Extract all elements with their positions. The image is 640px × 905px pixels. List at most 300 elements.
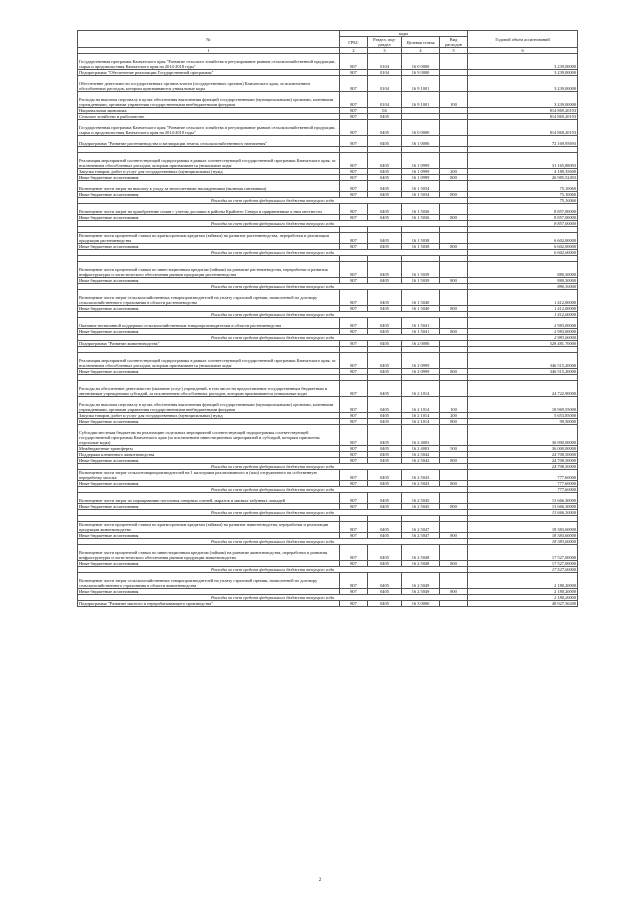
row-name: Расходы на выплаты персоналу в целях обеспечения выполнения функций государственными (муниципальными) органами, казенными учреждениями, органами управления государственными внебюджетными фондами — [78, 397, 340, 413]
row-sum: 8 857,00000 — [468, 204, 578, 215]
table-row — [78, 181, 578, 192]
row-csr: 16 2 0000 — [402, 341, 440, 347]
header-vr: Вид расходов — [440, 37, 468, 48]
row-grbs: 807 — [340, 76, 368, 92]
row-grbs: 807 — [340, 92, 368, 108]
federal-funds-amount: 18 383,60000 — [468, 539, 578, 545]
row-sum: 24 722,90000 — [468, 381, 578, 397]
row-name: Возмещение части затрат на выплату к уходу за многолетними насаждениями (включая питомники) — [78, 181, 340, 192]
row-sum: 880,30000 — [468, 278, 578, 284]
row-csr: 16 2 1014 — [402, 419, 440, 425]
row-sum: 528 481,70000 — [468, 341, 578, 347]
row-csr: 16 1 5040 — [402, 306, 440, 312]
row-name: Возмещение части затрат сельхозтоваропроизводителей на 1 килограмм реализованного и (или) отгруженного на собственную переработку молока — [78, 470, 340, 481]
row-vr — [440, 290, 468, 306]
row-csr: 16 1 5036 — [402, 215, 440, 221]
row-grbs: 807 — [340, 522, 368, 533]
row-sum: 814 869,20193 — [468, 114, 578, 120]
row-razdel: 0104 — [368, 54, 402, 70]
row-razdel: 0405 — [368, 341, 402, 347]
row-sum: 17 527,00000 — [468, 545, 578, 561]
row-csr: 16 1 5040 — [402, 290, 440, 306]
table-row — [78, 120, 578, 136]
row-razdel: 0405 — [368, 601, 402, 607]
row-sum: 2 983,00000 — [468, 318, 578, 329]
header-index: 6 — [468, 48, 578, 54]
table-row — [78, 397, 578, 413]
row-razdel: 0405 — [368, 353, 402, 369]
table-row — [78, 76, 578, 92]
row-vr: 800 — [440, 561, 468, 567]
row-razdel: 0405 — [368, 397, 402, 413]
row-razdel: 0405 — [368, 470, 402, 481]
row-sum: 4 180,35600 — [468, 169, 578, 175]
row-name: Иные бюджетные ассигнования — [78, 215, 340, 221]
table-row — [78, 601, 578, 607]
row-vr — [440, 470, 468, 481]
row-razdel: 0405 — [368, 192, 402, 198]
row-vr: 800 — [440, 369, 468, 375]
row-vr — [440, 136, 468, 147]
row-grbs: 807 — [340, 175, 368, 181]
row-grbs: 807 — [340, 169, 368, 175]
row-grbs: 807 — [340, 589, 368, 595]
federal-funds-amount: 17 527,00000 — [468, 567, 578, 573]
row-vr: 800 — [440, 215, 468, 221]
federal-funds-note: Расходы за счет средств федерального бюджета текущего года — [78, 510, 468, 516]
row-razdel: 0405 — [368, 545, 402, 561]
row-vr — [440, 262, 468, 278]
table-row — [78, 381, 578, 397]
row-sum: 777,60000 — [468, 481, 578, 487]
row-csr: 16 1 5038 — [402, 244, 440, 250]
table-row — [78, 353, 578, 369]
row-sum: 6 602,00000 — [468, 233, 578, 244]
header-index: 4 — [402, 48, 440, 54]
row-name: Подпрограмма "Развитие растениеводства и мелиорации земель сельскохозяйственного назначения" — [78, 136, 340, 147]
row-csr: 16 1 5036 — [402, 204, 440, 215]
row-vr: 800 — [440, 458, 468, 464]
row-name: Закупка товаров, работ и услуг для государственных (муниципальных) нужд — [78, 413, 340, 419]
row-name: Обеспечение деятельности государственных органов власти (государственных органов) Камчатского края, за исключением обособленных расходов, которым присваиваются уникальные коды — [78, 76, 340, 92]
row-grbs: 807 — [340, 114, 368, 120]
row-vr — [440, 545, 468, 561]
header-index: 2 — [340, 48, 368, 54]
row-grbs: 807 — [340, 108, 368, 114]
header-index: 5 — [440, 48, 468, 54]
row-razdel: 0405 — [368, 381, 402, 397]
row-vr: 800 — [440, 533, 468, 539]
row-vr: 200 — [440, 413, 468, 419]
row-sum: 5 653,85000 — [468, 413, 578, 419]
row-csr: 16 2 5043 — [402, 481, 440, 487]
row-grbs: 807 — [340, 244, 368, 250]
table-header — [78, 31, 578, 54]
row-sum: 814 869,20193 — [468, 108, 578, 114]
row-grbs: 807 — [340, 481, 368, 487]
row-sum: 2 180,20000 — [468, 589, 578, 595]
row-vr — [440, 153, 468, 169]
federal-funds-amount: 75,10060 — [468, 198, 578, 204]
federal-funds-note: Расходы за счет средств федерального бюджета текущего года — [78, 284, 468, 290]
federal-funds-amount: 6 602,00000 — [468, 250, 578, 256]
row-sum: 1 412,00000 — [468, 290, 578, 306]
row-csr: 16 3 0000 — [402, 601, 440, 607]
header-codes: коды — [340, 31, 468, 37]
federal-funds-amount: 24 708,50000 — [468, 464, 578, 470]
row-sum: 3 239,00000 — [468, 76, 578, 92]
row-grbs: 807 — [340, 70, 368, 76]
federal-funds-amount: 777,60000 — [468, 487, 578, 493]
row-csr: 16 2 1014 — [402, 413, 440, 419]
row-grbs: 807 — [340, 397, 368, 413]
row-grbs: 807 — [340, 262, 368, 278]
federal-funds-amount: 2 983,00000 — [468, 335, 578, 341]
row-name: Возмещение части затрат сельскохозяйственных товаропроизводителей на уплату страховой премии, начисленной по договору сельскохозяйственного страхования в области животноводства — [78, 573, 340, 589]
table-row — [78, 204, 578, 215]
row-sum: 1 412,00000 — [468, 306, 578, 312]
row-grbs: 807 — [340, 381, 368, 397]
row-sum: 13 666,30000 — [468, 504, 578, 510]
row-razdel: 0104 — [368, 92, 402, 108]
row-sum: 48 927,36200 — [468, 601, 578, 607]
row-csr: 16 2 5049 — [402, 589, 440, 595]
row-grbs: 807 — [340, 458, 368, 464]
row-vr — [440, 181, 468, 192]
table-row — [78, 493, 578, 504]
row-razdel: 0405 — [368, 481, 402, 487]
row-name: Поддержка племенного животноводства — [78, 452, 340, 458]
row-csr: 16 2 5047 — [402, 533, 440, 539]
row-name: Национальная экономика — [78, 108, 340, 114]
row-name: Иные бюджетные ассигнования — [78, 481, 340, 487]
row-razdel: 0405 — [368, 504, 402, 510]
row-csr: 16 2 4003 — [402, 446, 440, 452]
row-vr: 800 — [440, 589, 468, 595]
row-csr: 16 2 5045 — [402, 493, 440, 504]
table-row — [78, 318, 578, 329]
row-sum: 75,10060 — [468, 192, 578, 198]
row-sum: 99,50000 — [468, 419, 578, 425]
row-razdel: 0405 — [368, 318, 402, 329]
row-grbs: 807 — [340, 452, 368, 458]
row-name: Возмещение части процентной ставки по краткосрочным кредитам (займам) на развитие растениеводства, переработки и реализации продукции растениеводства — [78, 233, 340, 244]
row-grbs: 807 — [340, 493, 368, 504]
row-sum: 13 666,30000 — [468, 493, 578, 504]
row-vr: 800 — [440, 504, 468, 510]
row-vr: 100 — [440, 397, 468, 413]
row-sum: 75,10060 — [468, 181, 578, 192]
row-csr: 16 1 5041 — [402, 318, 440, 329]
row-razdel: 0405 — [368, 136, 402, 147]
row-razdel: 0405 — [368, 458, 402, 464]
federal-funds-note: Расходы за счет средств федерального бюджета текущего года — [78, 539, 468, 545]
row-sum: 2 180,20000 — [468, 573, 578, 589]
row-name: Расходы на обеспечение деятельности (оказание услуг) учреждений, в том числе на предоставление государственным бюджетным и автономным учреждениям субсидий, за исключением обособленных расходов, которым присваиваются уникальные коды — [78, 381, 340, 397]
row-csr: 16 9 1001 — [402, 92, 440, 108]
federal-funds-amount: 1 412,00000 — [468, 312, 578, 318]
row-razdel: 0405 — [368, 169, 402, 175]
row-grbs: 807 — [340, 419, 368, 425]
row-vr: 800 — [440, 244, 468, 250]
federal-funds-amount: 880,30000 — [468, 284, 578, 290]
row-sum: 24 708,50000 — [468, 452, 578, 458]
row-csr: 16 1 0000 — [402, 136, 440, 147]
federal-funds-amount: 2 180,20000 — [468, 595, 578, 601]
row-csr: 16 2 5047 — [402, 522, 440, 533]
row-vr: 800 — [440, 278, 468, 284]
row-razdel: 0405 — [368, 419, 402, 425]
row-sum: 18 969,55000 — [468, 397, 578, 413]
row-name: Возмещение части процентной ставки по краткосрочным кредитам (займам) на развитие животноводства, переработки и реализации продукции животноводства — [78, 522, 340, 533]
row-csr: 16 2 5043 — [402, 470, 440, 481]
row-name: Иные бюджетные ассигнования — [78, 192, 340, 198]
row-grbs: 807 — [340, 54, 368, 70]
row-razdel: 0405 — [368, 446, 402, 452]
row-sum: 18 383,60000 — [468, 533, 578, 539]
row-name: Подпрограмма "Обеспечение реализации Государственной программы" — [78, 70, 340, 76]
row-name: Иные бюджетные ассигнования — [78, 504, 340, 510]
row-sum: 2 983,00000 — [468, 329, 578, 335]
header-sum: Годовой объем ассигнований — [468, 31, 578, 48]
row-sum: 36 000,00000 — [468, 425, 578, 446]
row-sum: 26 985,52493 — [468, 175, 578, 181]
row-vr — [440, 76, 468, 92]
row-razdel: 0104 — [368, 70, 402, 76]
row-razdel: 0405 — [368, 204, 402, 215]
row-razdel: 0405 — [368, 290, 402, 306]
row-grbs: 807 — [340, 215, 368, 221]
row-csr: 16 1 5038 — [402, 233, 440, 244]
row-sum: 17 527,00000 — [468, 561, 578, 567]
header-grbs: ГРБС — [340, 37, 368, 48]
row-name: Подпрограмма "Развитие мясного и перерабатывающего производства" — [78, 601, 340, 607]
federal-funds-note: Расходы за счет средств федерального бюджета текущего года — [78, 221, 468, 227]
table-row — [78, 470, 578, 481]
table-row — [78, 92, 578, 108]
row-name: Государственная программа Камчатского края "Развитие сельского хозяйства и регулирование рынков сельскохозяйственной продукции, сырья и продовольствия Камчатского края на 2014-2018 годы" — [78, 54, 340, 70]
row-grbs: 807 — [340, 601, 368, 607]
table-body — [78, 54, 578, 607]
row-name: Оказание несвязанной поддержки сельскохозяйственным товаропроизводителям в области растениеводства — [78, 318, 340, 329]
row-sum: 18 383,60000 — [468, 522, 578, 533]
budget-table — [77, 30, 578, 607]
row-grbs: 807 — [340, 318, 368, 329]
row-name: Возмещение части процентной ставки по инвестиционным кредитам (займам) на развитие растениеводства, переработки и развития инфраструктуры и логистического обеспечения рынков продукции растениеводства — [78, 262, 340, 278]
row-vr: 800 — [440, 192, 468, 198]
table-row — [78, 136, 578, 147]
row-sum: 346 515,20000 — [468, 369, 578, 375]
row-grbs: 807 — [340, 470, 368, 481]
row-name: Возмещение части затрат на приобретение семян с учетом доставки в районы Крайнего Севера и приравненные к ним местности — [78, 204, 340, 215]
row-sum: 777,60000 — [468, 470, 578, 481]
row-csr: 16 2 0999 — [402, 353, 440, 369]
row-grbs: 807 — [340, 369, 368, 375]
row-name: Сельское хозяйство и рыболовство — [78, 114, 340, 120]
row-sum: 24 708,50000 — [468, 458, 578, 464]
row-name: Иные бюджетные ассигнования — [78, 306, 340, 312]
row-csr: 16 9 1001 — [402, 76, 440, 92]
federal-funds-note: Расходы за счет средств федерального бюджета текущего года — [78, 198, 468, 204]
row-name: Подпрограмма "Развитие животноводства" — [78, 341, 340, 347]
row-csr: 16 9 0000 — [402, 70, 440, 76]
row-vr: 800 — [440, 175, 468, 181]
row-grbs: 807 — [340, 425, 368, 446]
row-csr: 16 1 5041 — [402, 329, 440, 335]
federal-funds-note: Расходы за счет средств федерального бюджета текущего года — [78, 464, 468, 470]
row-sum: 3 239,00000 — [468, 54, 578, 70]
row-vr — [440, 318, 468, 329]
row-csr: 16 2 5048 — [402, 545, 440, 561]
federal-funds-note: Расходы за счет средств федерального бюджета текущего года — [78, 567, 468, 573]
row-grbs: 807 — [340, 533, 368, 539]
header-razdel: Раздел, под-раздел — [368, 37, 402, 48]
row-csr: 16 1 0999 — [402, 175, 440, 181]
row-name: Иные бюджетные ассигнования — [78, 329, 340, 335]
row-sum: 31 165,88093 — [468, 153, 578, 169]
row-razdel: 0405 — [368, 493, 402, 504]
row-name: Субсидии местным бюджетам на реализацию отдельных мероприятий соответствующей подпрограммы соответствующей государственной программы Камчатского края (за исключением инвестиционных мероприятий и субсидий, которым присвоены отдельные коды) — [78, 425, 340, 446]
federal-funds-note: Расходы за счет средств федерального бюджета текущего года — [78, 487, 468, 493]
row-sum: 36 000,00000 — [468, 446, 578, 452]
row-name: Реализация мероприятий соответствующей подпрограммы в рамках соответствующей государственной программы Камчатского края, за исключением обособленных расходов, которым присваиваются уникальные коды — [78, 153, 340, 169]
row-razdel: 0405 — [368, 452, 402, 458]
row-grbs: 807 — [340, 120, 368, 136]
row-razdel: 0405 — [368, 120, 402, 136]
row-vr: 800 — [440, 419, 468, 425]
row-vr — [440, 493, 468, 504]
row-razdel: 0405 — [368, 215, 402, 221]
row-sum: 3 239,00000 — [468, 92, 578, 108]
row-grbs: 807 — [340, 353, 368, 369]
row-razdel: 0405 — [368, 425, 402, 446]
row-razdel: 0405 — [368, 533, 402, 539]
row-grbs: 807 — [340, 504, 368, 510]
row-razdel: 0405 — [368, 413, 402, 419]
row-grbs: 807 — [340, 329, 368, 335]
table-row — [78, 573, 578, 589]
row-sum: 8 857,00000 — [468, 215, 578, 221]
table-row — [78, 262, 578, 278]
row-vr: 800 — [440, 306, 468, 312]
table-row — [78, 290, 578, 306]
row-vr — [440, 522, 468, 533]
row-vr — [440, 54, 468, 70]
federal-funds-note: Расходы за счет средств федерального бюджета текущего года — [78, 250, 468, 256]
row-grbs: 807 — [340, 561, 368, 567]
row-name: Реализация мероприятий соответствующей подпрограммы в рамках соответствующей государственной программы Камчатского края, за исключением обособленных расходов, которым присваиваются уникальные коды — [78, 353, 340, 369]
federal-funds-amount: 8 857,00000 — [468, 221, 578, 227]
row-razdel: 0405 — [368, 278, 402, 284]
row-csr: 16 1 0999 — [402, 153, 440, 169]
row-razdel: 0405 — [368, 233, 402, 244]
row-grbs: 807 — [340, 545, 368, 561]
row-vr — [440, 573, 468, 589]
row-name: Возмещение части процентной ставки по инвестиционным кредитам (займам) на развитие животноводства, переработки и развития инфраструктуры и логистического обеспечения рынков продукции животноводства — [78, 545, 340, 561]
table-row — [78, 153, 578, 169]
row-vr: 800 — [440, 329, 468, 335]
row-csr: 16 2 5042 — [402, 458, 440, 464]
table-row — [78, 522, 578, 533]
header-num: № — [78, 31, 340, 48]
header-csr: Целевая статья — [402, 37, 440, 48]
row-vr — [440, 204, 468, 215]
row-vr: 500 — [440, 446, 468, 452]
row-csr: 16 1 5034 — [402, 181, 440, 192]
row-csr: 16 2 5045 — [402, 504, 440, 510]
row-grbs: 807 — [340, 413, 368, 419]
row-name: Закупка товаров, работ и услуг для государственных (муниципальных) нужд — [78, 169, 340, 175]
header-index: 1 — [78, 48, 340, 54]
row-razdel: 04 — [368, 108, 402, 114]
row-razdel: 0405 — [368, 573, 402, 589]
row-grbs: 807 — [340, 192, 368, 198]
row-csr: 16 1 0999 — [402, 169, 440, 175]
row-csr: 16 2 5049 — [402, 573, 440, 589]
row-razdel: 0405 — [368, 329, 402, 335]
row-csr: 16 0 0000 — [402, 120, 440, 136]
federal-funds-amount: 13 666,30000 — [468, 510, 578, 516]
table-row — [78, 233, 578, 244]
row-csr: 16 2 5042 — [402, 452, 440, 458]
header-index: 3 — [368, 48, 402, 54]
table-row — [78, 545, 578, 561]
row-vr — [440, 120, 468, 136]
table-row — [78, 425, 578, 446]
row-sum: 814 869,20193 — [468, 120, 578, 136]
table-row — [78, 54, 578, 70]
row-csr: 16 1 5039 — [402, 262, 440, 278]
row-grbs: 807 — [340, 153, 368, 169]
row-grbs: 807 — [340, 306, 368, 312]
row-grbs: 807 — [340, 278, 368, 284]
row-razdel: 0405 — [368, 175, 402, 181]
row-sum: 3 239,00000 — [468, 70, 578, 76]
row-razdel: 0405 — [368, 561, 402, 567]
row-csr: 16 2 0999 — [402, 369, 440, 375]
row-vr: 100 — [440, 92, 468, 108]
row-sum: 880,30000 — [468, 262, 578, 278]
row-grbs: 807 — [340, 233, 368, 244]
row-razdel: 0405 — [368, 181, 402, 192]
row-grbs: 807 — [340, 136, 368, 147]
row-razdel: 0405 — [368, 522, 402, 533]
row-razdel: 0405 — [368, 153, 402, 169]
row-name: Межбюджетные трансферты — [78, 446, 340, 452]
row-name: Иные бюджетные ассигнования — [78, 419, 340, 425]
row-name: Иные бюджетные ассигнования — [78, 533, 340, 539]
row-name: Иные бюджетные ассигнования — [78, 175, 340, 181]
row-grbs: 807 — [340, 446, 368, 452]
row-razdel: 0405 — [368, 244, 402, 250]
row-csr: 16 2 1014 — [402, 397, 440, 413]
row-vr — [440, 425, 468, 446]
federal-funds-note: Расходы за счет средств федерального бюджета текущего года — [78, 312, 468, 318]
federal-funds-note: Расходы за счет средств федерального бюджета текущего года — [78, 595, 468, 601]
row-csr: 16 1 5034 — [402, 192, 440, 198]
row-grbs: 807 — [340, 290, 368, 306]
row-razdel: 0405 — [368, 262, 402, 278]
row-razdel: 0405 — [368, 306, 402, 312]
row-sum: 6 602,00000 — [468, 244, 578, 250]
row-name: Иные бюджетные ассигнования — [78, 458, 340, 464]
row-csr: 16 1 5039 — [402, 278, 440, 284]
row-csr: 16 2 5048 — [402, 561, 440, 567]
row-name: Государственная программа Камчатского края "Развитие сельского хозяйства и регулирование рынков сельскохозяйственной продукции, сырья и продовольствия Камчатского края на 2014-2018 годы" — [78, 120, 340, 136]
row-name: Иные бюджетные ассигнования — [78, 244, 340, 250]
row-razdel: 0405 — [368, 589, 402, 595]
row-sum: 72 169,95693 — [468, 136, 578, 147]
